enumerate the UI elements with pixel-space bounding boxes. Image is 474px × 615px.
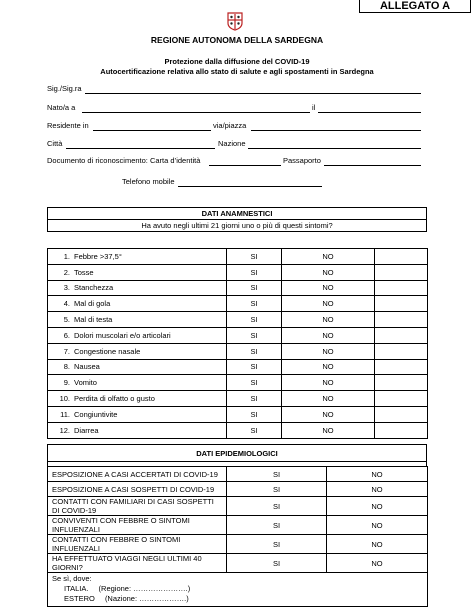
input-passaporto[interactable] <box>324 165 421 166</box>
symptom-number: 2. <box>63 267 70 277</box>
symptom-label: Congiuntivite <box>74 409 118 419</box>
symptom-si-option[interactable]: SI <box>227 249 282 265</box>
epidemiological-row <box>48 497 428 516</box>
symptom-si-option[interactable]: SI <box>227 391 282 407</box>
symptom-number: 1. <box>63 251 70 261</box>
label-citta: Città <box>47 139 63 148</box>
epidemiological-row <box>48 554 428 573</box>
symptom-no-option[interactable]: NO <box>282 375 375 391</box>
anamnestici-title: DATI ANAMNESTICI <box>48 208 427 220</box>
epidemiological-label: ESPOSIZIONE A CASI ACCERTATI DI COVID-19 <box>48 467 227 482</box>
symptom-row <box>48 264 428 280</box>
epidemiologici-table <box>47 466 428 607</box>
symptom-no-option[interactable]: NO <box>282 312 375 328</box>
symptom-row <box>48 391 428 407</box>
se-si-label: Se sì, dove: <box>52 574 92 583</box>
allegato-label: ALLEGATO A <box>359 0 471 13</box>
document-title: Protezione dalla diffusione del COVID-19 <box>164 57 310 66</box>
epidemiological-label: CONTATTI CON FAMILIARI DI CASI SOSPETTI DI COVID-19 <box>48 497 227 516</box>
symptom-label: Stanchezza <box>74 283 114 293</box>
symptom-label-cell <box>48 359 227 375</box>
input-citta[interactable] <box>66 148 215 149</box>
epidemiological-no-option[interactable]: NO <box>327 482 428 497</box>
symptom-number: 5. <box>63 315 70 325</box>
epidemiological-row <box>48 535 428 554</box>
input-sig[interactable] <box>85 93 421 94</box>
symptom-no-option[interactable]: NO <box>282 359 375 375</box>
symptom-si-option[interactable]: SI <box>227 343 282 359</box>
input-via[interactable] <box>251 130 421 131</box>
symptom-number: 8. <box>63 362 70 372</box>
epidemiological-si-option[interactable]: SI <box>227 467 327 482</box>
symptom-label-cell <box>48 264 227 280</box>
italia-row <box>52 584 423 594</box>
label-telefono: Telefono mobile <box>122 177 175 186</box>
symptom-blank-cell <box>375 422 428 438</box>
symptom-label: Dolori muscolari e/o articolari <box>74 330 171 340</box>
symptom-label-cell <box>48 327 227 343</box>
symptom-no-option[interactable]: NO <box>282 296 375 312</box>
epidemiological-label: ESPOSIZIONE A CASI SOSPETTI DI COVID-19 <box>48 482 227 497</box>
region-heading: REGIONE AUTONOMA DELLA SARDEGNA <box>150 35 324 45</box>
input-nato[interactable] <box>82 112 310 113</box>
symptom-blank-cell <box>375 312 428 328</box>
epidemiological-si-option[interactable]: SI <box>227 535 327 554</box>
estero-label: ESTERO <box>64 594 95 603</box>
input-telefono[interactable] <box>178 186 322 187</box>
symptom-label-cell <box>48 312 227 328</box>
epidemiological-no-option[interactable]: NO <box>327 467 428 482</box>
symptom-blank-cell <box>375 343 428 359</box>
epidemiological-si-option[interactable]: SI <box>227 497 327 516</box>
symptom-no-option[interactable]: NO <box>282 391 375 407</box>
symptom-row <box>48 375 428 391</box>
sardinia-emblem-icon <box>227 12 243 31</box>
symptoms-table <box>47 248 428 439</box>
epidemiological-row <box>48 516 428 535</box>
symptom-label: Nausea <box>74 362 100 372</box>
epidemiological-row <box>48 467 428 482</box>
symptom-label-cell <box>48 391 227 407</box>
symptom-label: Mal di testa <box>74 315 113 325</box>
symptom-label-cell <box>48 406 227 422</box>
symptom-number: 7. <box>63 346 70 356</box>
epidemiological-no-option[interactable]: NO <box>327 535 428 554</box>
symptom-label-cell <box>48 280 227 296</box>
symptom-blank-cell <box>375 375 428 391</box>
travel-details-cell <box>48 573 428 607</box>
symptom-row <box>48 327 428 343</box>
symptom-blank-cell <box>375 249 428 265</box>
label-il: il <box>312 103 316 112</box>
symptom-number: 9. <box>63 378 70 388</box>
epidemiological-si-option[interactable]: SI <box>227 554 327 573</box>
symptom-si-option[interactable]: SI <box>227 296 282 312</box>
symptom-no-option[interactable]: NO <box>282 422 375 438</box>
symptom-blank-cell <box>375 296 428 312</box>
symptom-no-option[interactable]: NO <box>282 406 375 422</box>
symptom-si-option[interactable]: SI <box>227 264 282 280</box>
epidemiologici-title: DATI EPIDEMIOLOGICI <box>48 445 427 462</box>
epidemiological-si-option[interactable]: SI <box>227 482 327 497</box>
input-carta-identita[interactable] <box>209 165 281 166</box>
symptom-blank-cell <box>375 359 428 375</box>
symptom-row <box>48 249 428 265</box>
symptom-blank-cell <box>375 264 428 280</box>
symptom-row <box>48 312 428 328</box>
anamnestici-header-table <box>47 207 427 232</box>
input-residente[interactable] <box>93 130 211 131</box>
symptom-row <box>48 343 428 359</box>
symptom-label-cell <box>48 375 227 391</box>
label-passaporto: Passaporto <box>283 156 321 165</box>
estero-nazione-field[interactable]: (Nazione: ……………….) <box>104 594 189 603</box>
label-documento: Documento di riconoscimento: Carta d’identità <box>47 156 201 165</box>
symptom-label-cell <box>48 249 227 265</box>
symptom-blank-cell <box>375 406 428 422</box>
italia-regione-field[interactable]: (Regione: ………………….) <box>98 584 191 593</box>
symptom-no-option[interactable]: NO <box>282 280 375 296</box>
symptom-no-option[interactable]: NO <box>282 264 375 280</box>
symptom-number: 10. <box>59 394 70 404</box>
symptom-label: Tosse <box>74 267 94 277</box>
symptom-si-option[interactable]: SI <box>227 375 282 391</box>
symptom-si-option[interactable]: SI <box>227 312 282 328</box>
input-nazione[interactable] <box>248 148 421 149</box>
epidemiological-no-option[interactable]: NO <box>327 516 428 535</box>
symptom-blank-cell <box>375 391 428 407</box>
epidemiological-label: CONTATTI CON FEBBRE O SINTOMI INFLUENZALI <box>48 535 227 554</box>
symptom-no-option[interactable]: NO <box>282 327 375 343</box>
symptom-si-option[interactable]: SI <box>227 406 282 422</box>
symptom-label: Diarrea <box>74 425 99 435</box>
symptom-number: 6. <box>63 330 70 340</box>
symptom-row <box>48 422 428 438</box>
epidemiological-row <box>48 482 428 497</box>
symptom-no-option[interactable]: NO <box>282 249 375 265</box>
symptom-number: 3. <box>63 283 70 293</box>
symptom-label: Febbre >37,5° <box>74 251 122 261</box>
symptom-si-option[interactable]: SI <box>227 327 282 343</box>
symptom-label: Mal di gola <box>74 299 111 309</box>
italia-label: ITALIA. <box>64 584 89 593</box>
epidemiological-no-option[interactable]: NO <box>327 497 428 516</box>
epidemiological-label: HA EFFETTUATO VIAGGI NEGLI ULTIMI 40 GIORNI? <box>48 554 227 573</box>
symptom-row <box>48 280 428 296</box>
epidemiologici-header-table <box>47 444 427 462</box>
epidemiological-no-option[interactable]: NO <box>327 554 428 573</box>
symptom-number: 4. <box>63 299 70 309</box>
label-via: via/piazza <box>213 121 247 130</box>
symptom-row <box>48 406 428 422</box>
symptom-si-option[interactable]: SI <box>227 359 282 375</box>
symptom-label-cell <box>48 422 227 438</box>
estero-row <box>52 594 423 604</box>
symptom-label-cell <box>48 343 227 359</box>
epidemiological-label: CONVIVENTI CON FEBBRE O SINTOMI INFLUENZALI <box>48 516 227 535</box>
symptom-label: Congestione nasale <box>74 346 141 356</box>
symptom-number: 12. <box>59 425 70 435</box>
symptom-row <box>48 296 428 312</box>
symptom-row <box>48 359 428 375</box>
label-residente: Residente in <box>47 121 89 130</box>
symptom-blank-cell <box>375 327 428 343</box>
input-date-of-birth[interactable] <box>318 112 421 113</box>
symptom-number: 11. <box>60 409 70 419</box>
label-sig: Sig./Sig.ra <box>47 84 82 93</box>
symptom-si-option[interactable]: SI <box>227 422 282 438</box>
symptom-blank-cell <box>375 280 428 296</box>
symptom-label: Perdita di olfatto o gusto <box>74 394 155 404</box>
symptom-label: Vomito <box>74 378 97 388</box>
label-nazione: Nazione <box>218 139 246 148</box>
symptom-no-option[interactable]: NO <box>282 343 375 359</box>
document-subtitle: Autocertificazione relativa allo stato di salute e agli spostamenti in Sardegna <box>100 67 374 76</box>
anamnestici-question: Ha avuto negli ultimi 21 giorni uno o più di questi sintomi? <box>48 220 427 232</box>
symptom-si-option[interactable]: SI <box>227 280 282 296</box>
label-nato: Nato/a a <box>47 103 76 112</box>
epidemiological-si-option[interactable]: SI <box>227 516 327 535</box>
symptom-label-cell <box>48 296 227 312</box>
